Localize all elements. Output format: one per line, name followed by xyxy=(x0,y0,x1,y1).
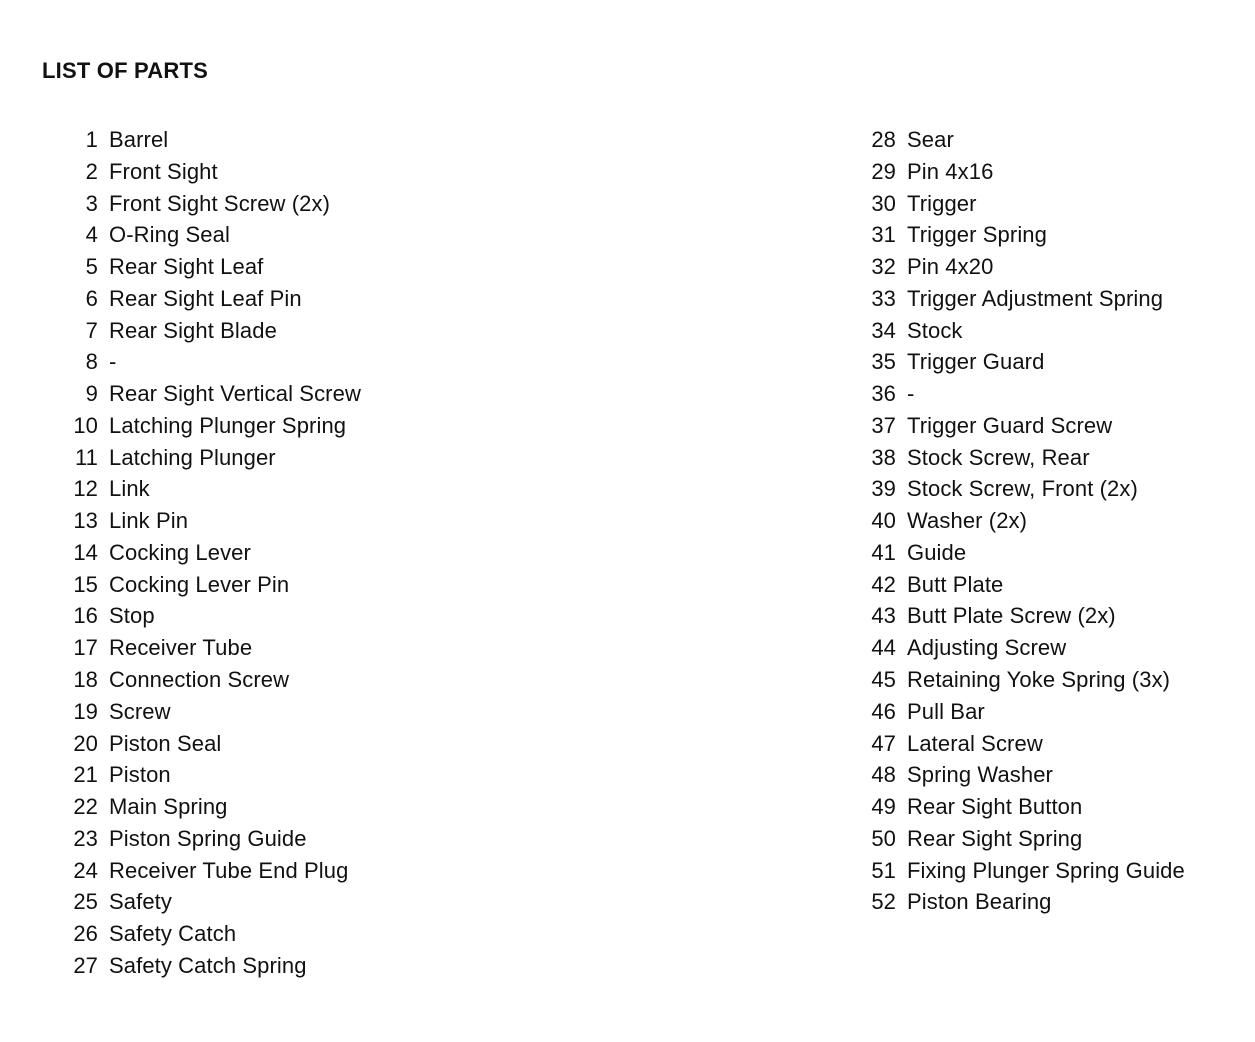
list-item xyxy=(858,124,1185,156)
part-number: 19 xyxy=(73,698,98,724)
part-name: Piston Seal xyxy=(109,730,222,756)
part-name: Rear Sight Vertical Screw xyxy=(109,381,361,407)
part-number: 33 xyxy=(871,285,896,311)
list-item xyxy=(60,918,361,950)
part-name: Rear Sight Spring xyxy=(907,825,1083,851)
part-number: 30 xyxy=(871,190,896,216)
part-number: 46 xyxy=(871,698,896,724)
part-name: - xyxy=(907,381,915,407)
part-number: 12 xyxy=(73,476,98,502)
part-number: 34 xyxy=(871,317,896,343)
part-name: Safety Catch Spring xyxy=(109,952,307,978)
part-number: 27 xyxy=(73,952,98,978)
list-item xyxy=(858,696,1185,728)
part-number: 26 xyxy=(73,921,98,947)
part-number: 18 xyxy=(73,667,98,693)
part-name: Stock Screw, Rear xyxy=(907,444,1090,470)
list-item xyxy=(858,346,1185,378)
list-item xyxy=(858,410,1185,442)
part-number: 39 xyxy=(871,476,896,502)
list-item xyxy=(60,664,361,696)
part-number: 9 xyxy=(85,381,98,407)
part-number: 41 xyxy=(871,539,896,565)
part-name: Rear Sight Blade xyxy=(109,317,277,343)
part-name: Receiver Tube End Plug xyxy=(109,857,349,883)
list-item xyxy=(60,728,361,760)
part-name: Safety Catch xyxy=(109,921,237,947)
part-number: 37 xyxy=(871,412,896,438)
list-item xyxy=(60,759,361,791)
part-number: 42 xyxy=(871,571,896,597)
part-name: Pull Bar xyxy=(907,698,985,724)
part-name: - xyxy=(109,349,117,375)
list-item xyxy=(858,505,1185,537)
part-number: 10 xyxy=(73,412,98,438)
part-number: 31 xyxy=(871,222,896,248)
list-item xyxy=(858,188,1185,220)
part-name: Barrel xyxy=(109,127,169,152)
part-name: Stock Screw, Front (2x) xyxy=(907,476,1138,502)
part-number: 40 xyxy=(871,508,896,534)
part-name: Sear xyxy=(907,127,954,152)
list-item xyxy=(60,188,361,220)
part-name: Lateral Screw xyxy=(907,730,1043,756)
list-item xyxy=(60,251,361,283)
list-item xyxy=(60,632,361,664)
part-number: 17 xyxy=(73,635,98,661)
list-item xyxy=(60,855,361,887)
list-item xyxy=(858,569,1185,601)
part-number: 50 xyxy=(871,825,896,851)
part-name: Guide xyxy=(907,539,967,565)
part-number: 23 xyxy=(73,825,98,851)
part-name: Rear Sight Leaf xyxy=(109,254,264,280)
list-item xyxy=(858,632,1185,664)
part-number: 25 xyxy=(73,889,98,915)
part-name: Receiver Tube xyxy=(109,635,253,661)
part-number: 52 xyxy=(871,889,896,915)
part-name: Pin 4x16 xyxy=(907,158,994,184)
list-item xyxy=(60,696,361,728)
part-number: 2 xyxy=(85,158,98,184)
part-number: 11 xyxy=(74,444,98,470)
list-item xyxy=(60,537,361,569)
part-number: 8 xyxy=(85,349,98,375)
list-item xyxy=(60,315,361,347)
list-item xyxy=(60,346,361,378)
list-item xyxy=(858,378,1185,410)
part-name: Trigger Adjustment Spring xyxy=(907,285,1164,311)
list-item xyxy=(60,442,361,474)
part-number: 38 xyxy=(871,444,896,470)
list-item xyxy=(60,505,361,537)
part-name: Butt Plate Screw (2x) xyxy=(907,603,1116,629)
part-name: Spring Washer xyxy=(907,762,1053,788)
list-item xyxy=(60,378,361,410)
list-item xyxy=(60,283,361,315)
list-item xyxy=(60,950,361,982)
part-number: 20 xyxy=(73,730,98,756)
part-name: Main Spring xyxy=(109,794,228,820)
part-name: Cocking Lever xyxy=(109,539,251,565)
list-item xyxy=(60,410,361,442)
part-number: 51 xyxy=(871,857,896,883)
list-item xyxy=(60,886,361,918)
part-name: Latching Plunger xyxy=(109,444,276,470)
part-number: 1 xyxy=(85,127,98,152)
list-item xyxy=(858,156,1185,188)
list-item xyxy=(858,219,1185,251)
list-item xyxy=(858,600,1185,632)
list-item xyxy=(60,124,361,156)
part-name: Stock xyxy=(907,317,963,343)
part-name: Stop xyxy=(109,603,155,629)
part-name: Rear Sight Button xyxy=(907,794,1083,820)
part-name: Latching Plunger Spring xyxy=(109,412,347,438)
part-number: 3 xyxy=(85,190,98,216)
part-number: 5 xyxy=(85,254,98,280)
list-item xyxy=(60,791,361,823)
list-item xyxy=(858,473,1185,505)
part-name: Front Sight xyxy=(109,158,218,184)
list-item xyxy=(858,442,1185,474)
part-name: Pin 4x20 xyxy=(907,254,994,280)
part-name: Piston Spring Guide xyxy=(109,825,307,851)
part-number: 48 xyxy=(871,762,896,788)
part-number: 45 xyxy=(871,667,896,693)
part-number: 22 xyxy=(73,794,98,820)
part-number: 35 xyxy=(871,349,896,375)
list-item xyxy=(60,219,361,251)
list-item xyxy=(858,886,1185,918)
part-number: 49 xyxy=(871,794,896,820)
part-number: 21 xyxy=(73,762,98,788)
part-number: 47 xyxy=(871,730,896,756)
part-name: Front Sight Screw (2x) xyxy=(109,190,331,216)
list-item xyxy=(60,569,361,601)
list-item xyxy=(60,473,361,505)
list-item xyxy=(858,664,1185,696)
list-item xyxy=(858,728,1185,760)
part-number: 44 xyxy=(871,635,896,661)
part-name: Screw xyxy=(109,698,171,724)
part-number: 29 xyxy=(871,158,896,184)
list-item xyxy=(858,315,1185,347)
part-name: Trigger Spring xyxy=(907,222,1047,248)
part-name: Piston xyxy=(109,762,171,788)
part-name: Piston Bearing xyxy=(907,889,1052,915)
part-name: Fixing Plunger Spring Guide xyxy=(907,857,1185,883)
list-item xyxy=(60,156,361,188)
list-item xyxy=(858,855,1185,887)
parts-list-right-column xyxy=(858,124,1185,918)
part-name: Butt Plate xyxy=(907,571,1004,597)
part-name: Rear Sight Leaf Pin xyxy=(109,285,302,311)
parts-list-left-column xyxy=(60,124,361,982)
part-name: Link xyxy=(109,476,150,502)
list-item xyxy=(60,823,361,855)
part-number: 36 xyxy=(871,381,896,407)
list-item xyxy=(858,537,1185,569)
part-number: 14 xyxy=(73,539,98,565)
part-number: 43 xyxy=(871,603,896,629)
part-number: 15 xyxy=(73,571,98,597)
list-item xyxy=(858,251,1185,283)
part-name: O-Ring Seal xyxy=(109,222,230,248)
list-item xyxy=(858,791,1185,823)
list-item xyxy=(858,283,1185,315)
part-number: 28 xyxy=(871,127,896,152)
part-number: 13 xyxy=(73,508,98,534)
part-name: Connection Screw xyxy=(109,667,290,693)
part-number: 32 xyxy=(871,254,896,280)
part-number: 7 xyxy=(85,317,98,343)
part-number: 16 xyxy=(73,603,98,629)
part-name: Trigger Guard xyxy=(907,349,1045,375)
part-number: 24 xyxy=(73,857,98,883)
page-title: LIST OF PARTS xyxy=(42,58,208,83)
part-name: Trigger xyxy=(907,190,977,216)
part-name: Washer (2x) xyxy=(907,508,1028,534)
list-item xyxy=(858,823,1185,855)
list-item xyxy=(60,600,361,632)
part-number: 6 xyxy=(85,285,98,311)
part-name: Cocking Lever Pin xyxy=(109,571,290,597)
part-name: Safety xyxy=(109,889,172,915)
part-name: Trigger Guard Screw xyxy=(907,412,1113,438)
part-name: Link Pin xyxy=(109,508,189,534)
list-item xyxy=(858,759,1185,791)
part-name: Retaining Yoke Spring (3x) xyxy=(907,667,1171,693)
part-number: 4 xyxy=(85,222,98,248)
part-name: Adjusting Screw xyxy=(907,635,1067,661)
